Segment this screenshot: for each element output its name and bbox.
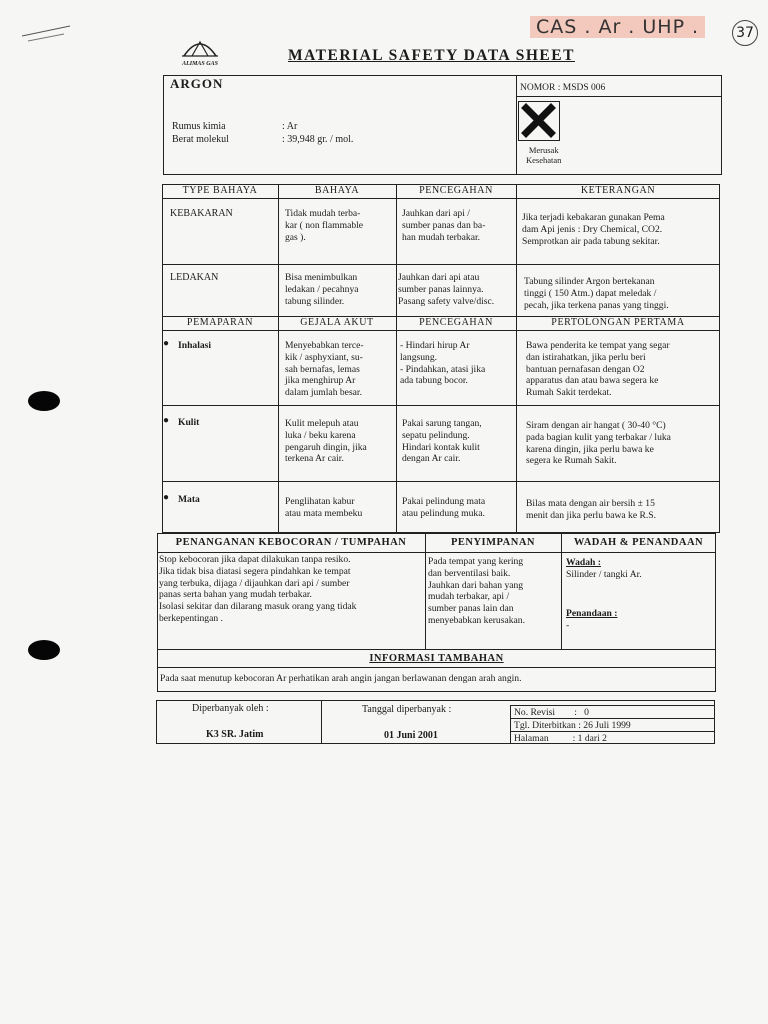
exposure-pencegahan: - Hindari hirup Ar langsung. - Pindahkan, atasi jika ada tabung bocor. [400, 340, 486, 387]
hazard-caption: Merusak Kesehatan [526, 145, 562, 165]
exposure-pertolongan: Bilas mata dengan air bersih ± 15 menit dan jika perlu bawa ke R.S. [526, 498, 657, 521]
x-cross-icon [519, 102, 558, 139]
product-box [163, 75, 722, 175]
wadah-value: Silinder / tangki Ar. [566, 569, 642, 580]
exposure-gejala: Kulit melepuh atau luka / beku karena pengaruh dingin, jika terkena Ar cair. [285, 418, 367, 465]
exposure-route: Kulit [178, 417, 200, 428]
revision-number: No. Revisi : 0 [514, 707, 589, 718]
hazard-keterangan: Tabung silinder Argon bertekanan tinggi ( 150 Atm.) dapat meledak / pecah, jika terkena panas yang tinggi. [524, 276, 669, 311]
hazard-pencegahan: Jauhkan dari api atau sumber panas lainnya. Pasang safety valve/disc. [398, 272, 495, 307]
page-number-circle: 37 [732, 20, 758, 46]
exposure-pencegahan: Pakai pelindung mata atau pelindung muka. [402, 496, 486, 519]
penandaan-label: Penandaan : [566, 608, 618, 619]
bullet-icon: ● [163, 415, 170, 426]
col-wadah-penandaan: WADAH & PENANDAAN [573, 537, 704, 548]
company-logo [178, 36, 222, 67]
product-name: ARGON [170, 76, 224, 91]
date-label: Tanggal diperbanyak : [362, 704, 452, 715]
exposure-pencegahan: Pakai sarung tangan, sepatu pelindung. Hindari kontak kulit dengan Ar cair. [402, 418, 482, 465]
bullet-icon: ● [163, 492, 170, 503]
document-title: MATERIAL SAFETY DATA SHEET [288, 47, 575, 64]
handwritten-note: CAS . Ar . UHP . [530, 16, 705, 38]
exposure-pertolongan: Bawa penderita ke tempat yang segar dan istirahatkan, jika perlu beri bantuan pernafasan dengan O2 apparatus dan atau bawa segera ke Rumah Sakit terdekat. [526, 340, 670, 399]
pen-mark-icon [18, 14, 78, 44]
info-text: Pada saat menutup kebocoran Ar perhatikan arah angin jangan berlawanan dengan arah angin. [160, 673, 522, 684]
exposure-route: Mata [178, 494, 200, 505]
hazard-type: LEDAKAN [170, 272, 219, 283]
copied-by-value: K3 SR. Jatim [206, 729, 264, 740]
logo-icon [178, 36, 222, 58]
formula-value: : Ar [282, 121, 298, 132]
page-count: Halaman : 1 dari 2 [514, 733, 607, 744]
col-pencegahan: PENCEGAHAN [419, 317, 493, 328]
formula-label: Rumus kimia [172, 121, 226, 132]
col-keterangan: KETERANGAN [580, 185, 656, 196]
molecular-mass-value: : 39,948 gr. / mol. [282, 134, 354, 145]
issue-date: Tgl. Diterbitkan : 26 Juli 1999 [514, 720, 631, 731]
exposure-pertolongan: Siram dengan air hangat ( 30-40 °C) pada bagian kulit yang terbakar / luka karena dingin, jika perlu bawa ke segera ke Rumah Sakit. [526, 420, 671, 467]
punch-hole [28, 391, 60, 411]
hazard-bahaya: Tidak mudah terba- kar ( non flammable gas ). [285, 208, 364, 243]
penandaan-value: - [566, 620, 570, 631]
hazard-bahaya: Bisa menimbulkan ledakan / pecahnya tabung silinder. [285, 272, 359, 307]
date-value: 01 Juni 2001 [384, 730, 438, 741]
logo-text: ALIMAS GAS [182, 61, 218, 67]
col-bahaya: BAHAYA [314, 185, 360, 196]
col-type-bahaya: TYPE BAHAYA [182, 185, 258, 196]
hazard-pencegahan: Jauhkan dari api / sumber panas dan ba- han mudah terbakar. [402, 208, 486, 243]
hazard-symbol [518, 101, 560, 141]
exposure-route: Inhalasi [178, 340, 212, 351]
col-pertolongan-pertama: PERTOLONGAN PERTAMA [551, 317, 685, 328]
info-header: INFORMASI TAMBAHAN [369, 653, 504, 664]
col-pencegahan: PENCEGAHAN [419, 185, 493, 196]
molecular-mass-label: Berat molekul [172, 134, 229, 145]
col-gejala-akut: GEJALA AKUT [300, 317, 374, 328]
col-pemaparan: PEMAPARAN [186, 317, 254, 328]
col-penyimpanan: PENYIMPANAN [450, 537, 536, 548]
hazard-type: KEBAKARAN [170, 208, 233, 219]
col-penanganan: PENANGANAN KEBOCORAN / TUMPAHAN [175, 537, 407, 548]
msds-number: NOMOR : MSDS 006 [520, 83, 606, 93]
penanganan-text: Stop kebocoran jika dapat dilakukan tanpa resiko. Jika tidak bisa diatasi segera pindahkan ke tempat yang terbuka, dijaga / dijauhkan dari api / sumber panas serta bahan yang mudah terbakar. Isolasi sekitar dan dilarang masuk orang yang tidak berkepentingan . [159, 554, 357, 624]
exposure-gejala: Menyebabkan terce- kik / asphyxiant, su- sah bernafas, lemas jika menghirup Ar dalam jumlah besar. [285, 340, 364, 399]
copied-by-label: Diperbanyak oleh : [192, 703, 269, 714]
exposure-gejala: Penglihatan kabur atau mata membeku [285, 496, 363, 519]
wadah-label: Wadah : [566, 557, 601, 568]
punch-hole [28, 640, 60, 660]
bullet-icon: ● [163, 338, 170, 349]
penyimpanan-text: Pada tempat yang kering dan berventilasi baik. Jauhkan dari bahan yang mudah terbakar, api / sumber panas lain dan menyebabkan kerusakan. [428, 556, 525, 626]
hazard-keterangan: Jika terjadi kebakaran gunakan Pema dam Api jenis : Dry Chemical, CO2. Semprotkan air pada tabung sekitar. [522, 212, 665, 247]
